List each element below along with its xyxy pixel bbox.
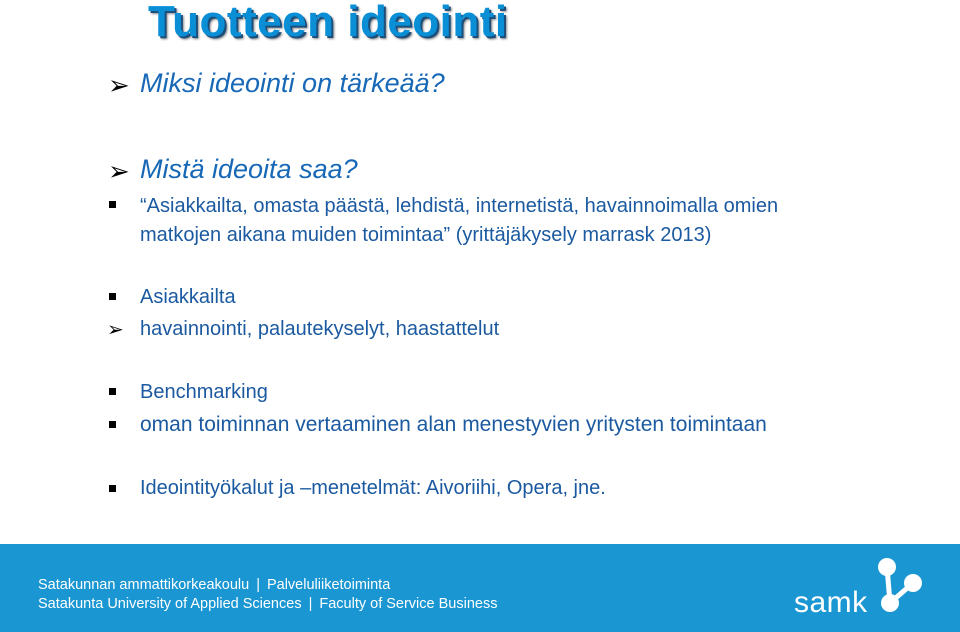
arrow-bullet-icon: ➢ [108, 156, 130, 186]
square-bullet-icon [109, 485, 116, 492]
bullet-tools: Ideointityökalut ja –menetelmät: Aivoriihi, Opera, jne. [140, 477, 606, 499]
footer-dept-fi: Palveluliiketoiminta [266, 577, 391, 593]
slide-title: Tuotteen ideointi [148, 0, 508, 46]
footer-dept-en: Faculty of Service Business [319, 596, 498, 612]
footer-separator: | [256, 577, 260, 593]
samk-logo-icon [860, 556, 930, 616]
footer-org-en: Satakunta University of Applied Sciences [38, 596, 302, 612]
footer-separator: | [308, 596, 313, 612]
square-bullet-icon [109, 388, 116, 395]
bullet-benchmarking: Benchmarking [140, 381, 268, 403]
samk-logo-text: samk [794, 586, 868, 619]
sub-benchmarking-desc: oman toiminnan vertaaminen alan menestyvien yritysten toimintaan [140, 413, 767, 436]
question-where: Mistä ideoita saa? [140, 154, 358, 184]
sub-customers-methods: havainnointi, palautekyselyt, haastattelut [140, 318, 500, 340]
square-bullet-icon [109, 201, 116, 208]
arrow-bullet-icon: ➢ [108, 70, 130, 100]
question-why: Miksi ideointi on tärkeää? [140, 68, 445, 98]
bullet-quote-line1: “Asiakkailta, omasta päästä, lehdistä, internetistä, havainnoimalla omien [140, 195, 779, 217]
square-bullet-icon [109, 421, 116, 428]
bullet-customers: Asiakkailta [140, 286, 236, 308]
footer-finnish [38, 577, 390, 593]
footer-org-fi: Satakunnan ammattikorkeakoulu [38, 577, 250, 593]
square-bullet-icon [109, 293, 116, 300]
bullet-quote-line2: matkojen aikana muiden toimintaa” (yrittäjäkysely marrask 2013) [140, 224, 712, 246]
footer-english [38, 596, 497, 612]
arrow-bullet-icon: ➢ [107, 319, 124, 341]
